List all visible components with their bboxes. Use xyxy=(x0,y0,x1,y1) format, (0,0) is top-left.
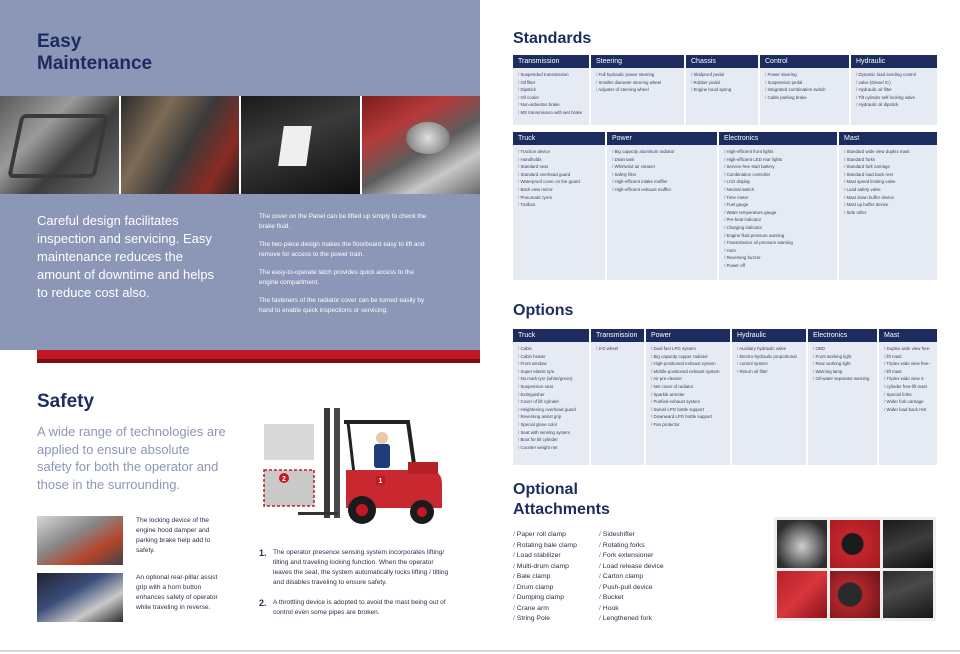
attachments-col xyxy=(513,530,585,625)
seat-photo xyxy=(883,520,933,568)
spec-item: / Waterproof cover on the guard xyxy=(518,178,602,186)
load-block-bottom xyxy=(264,470,314,506)
spec-item: / Rear working light xyxy=(813,360,874,368)
red-divider-stripe xyxy=(37,350,480,359)
spec-item: / Sparkle arrester xyxy=(651,391,727,399)
maintenance-note: The cover on the Panel can be lifted up simply to check the brake fluid. xyxy=(259,213,427,230)
spec-item: / Special forks xyxy=(884,391,934,399)
forklift-illustration xyxy=(258,404,448,529)
load-block-top xyxy=(264,424,314,460)
spec-item: / Mast down buffer device xyxy=(844,194,934,202)
spec-item: / OBD xyxy=(813,345,874,353)
standards-table-row-1 xyxy=(513,55,937,125)
options-col xyxy=(732,329,806,465)
rear-wheel-hub xyxy=(417,507,427,517)
attachment-item: / String Pole xyxy=(513,614,585,625)
col-body xyxy=(686,68,758,125)
optional-attachments-title: Optional Attachments xyxy=(513,481,610,518)
col-body xyxy=(513,145,605,280)
spec-item: / Standard wide view duplex mast xyxy=(844,148,934,156)
spec-item: / Horn xyxy=(724,247,834,255)
spec-item: / Cable parking brake xyxy=(765,94,846,102)
spec-item: / Side roller xyxy=(844,209,934,217)
spec-item: / Integrated combination switch xyxy=(765,86,846,94)
spec-item: / Warning lamp xyxy=(813,368,874,376)
options-table xyxy=(513,329,937,465)
point-number: 1. xyxy=(259,548,267,558)
options-col xyxy=(513,329,589,465)
safety-thumb-note: An optional rear-pillar assist grip with a horn button enhances safety of operator while traveling in reverse. xyxy=(136,574,218,611)
col-body xyxy=(719,145,837,280)
spec-item: / Duplex wide view free- xyxy=(884,345,934,353)
col-body xyxy=(839,145,937,280)
spec-item: / Back view mirror xyxy=(518,186,602,194)
spec-item: / High-positioned exhaust system xyxy=(651,360,727,368)
spec-item: / Suspended transmission xyxy=(518,71,586,79)
point-text: A throttling device is adopted to avoid the mast being out of control even some pipes are broken. xyxy=(273,599,446,616)
col-header: Hydraulic xyxy=(732,329,806,342)
spec-item: / Triplex wide view free- xyxy=(884,360,934,368)
col-header: Truck xyxy=(513,132,605,145)
guard-post xyxy=(348,422,354,474)
col-header: Power xyxy=(646,329,730,342)
point-number: 2. xyxy=(259,598,267,608)
fork xyxy=(298,512,338,515)
standards-col xyxy=(607,132,717,280)
col-header: Mast xyxy=(839,132,937,145)
spec-item: / High-efficient exhaust muffler xyxy=(612,186,714,194)
front-wheel-hub xyxy=(356,504,368,516)
spec-item: / Big capacity aluminum radiator xyxy=(612,148,714,156)
col-body xyxy=(646,342,730,465)
spec-item: / Neutral switch xyxy=(724,186,834,194)
spec-item: / lift mast xyxy=(884,368,934,376)
attachment-item: / Rotating forks xyxy=(599,541,671,552)
attachment-item: / Fork extensioner xyxy=(599,551,671,562)
spec-item: / Suspension pedal xyxy=(765,79,846,87)
safety-subtitle: A wide range of technologies are applied to ensure absolute safety for both the operator and those in the surrounding. xyxy=(37,424,226,492)
col-header: Power xyxy=(607,132,717,145)
maintenance-note: The fasteners of the radiator cover can be turned easily by hand to enable quick inspections or servicing. xyxy=(259,297,425,314)
col-body xyxy=(607,145,717,280)
spec-item: / Standard overhead guard xyxy=(518,171,602,179)
attachment-item: / Lengthened fork xyxy=(599,614,671,625)
spec-item: / Safety filter xyxy=(612,171,714,179)
col-header: Hydraulic xyxy=(851,55,937,68)
attachment-item: / Crane arm xyxy=(513,604,585,615)
counterweight xyxy=(408,462,438,474)
col-header: Transmission xyxy=(591,329,644,342)
attachment-item: / Carton clamp xyxy=(599,572,671,583)
col-body xyxy=(879,342,937,465)
spec-item: / Extinguisher xyxy=(518,391,586,399)
standards-col xyxy=(839,132,937,280)
spec-item: / Swivel LPG bottle support xyxy=(651,406,727,414)
spec-item: / Water temperature gauge xyxy=(724,209,834,217)
engine-compartment-latch-photo xyxy=(241,96,360,194)
spec-item: / Standard fork carriage xyxy=(844,163,934,171)
spec-item: / Electro-hydraulic proportional xyxy=(737,353,803,361)
spec-item: / Toolbox xyxy=(518,201,602,209)
spec-item: / Wider fork carriage xyxy=(884,398,934,406)
spec-item: / High-efficient front lights xyxy=(724,148,834,156)
col-header: Chassis xyxy=(686,55,758,68)
spec-item: / Boot for tilt cylinder xyxy=(518,436,586,444)
spec-item: / Service-free start battery xyxy=(724,163,834,171)
spec-item: / Engine fluid pressure warning xyxy=(724,232,834,240)
spec-item: / Power off xyxy=(724,262,834,270)
attachment-item: / Rotating bale clamp xyxy=(513,541,585,552)
maintenance-notes xyxy=(259,212,429,324)
spec-item: / Downward LPG bottle support xyxy=(651,413,727,421)
spec-item: / Oil cooler xyxy=(518,94,586,102)
standards-col xyxy=(760,55,849,125)
spec-item: / Cabin heater xyxy=(518,353,586,361)
safety-thumb-note: The locking device of the engine hood damper and parking brake help add to safety. xyxy=(136,517,211,554)
col-header: Control xyxy=(760,55,849,68)
spec-item: / Middle-positioned exhaust system xyxy=(651,368,727,376)
maintenance-note: The two-piece design makes the floorboard easy to lift and remove for access to the power train. xyxy=(259,241,425,258)
safety-point xyxy=(259,548,454,588)
attachments-photo-grid xyxy=(774,517,936,621)
spec-item: / Front working light xyxy=(813,353,874,361)
col-header: Truck xyxy=(513,329,589,342)
spec-item: / Purified exhaust system xyxy=(651,398,727,406)
col-body xyxy=(808,342,877,465)
suspension-seat-photo xyxy=(883,571,933,619)
standards-table-row-2 xyxy=(513,132,937,280)
spec-item: / Full hydraulic power steering xyxy=(596,71,681,79)
spec-item: / Air pre-cleaner xyxy=(651,375,727,383)
spec-item: / Load safety valve xyxy=(844,186,934,194)
col-body xyxy=(591,68,684,125)
attachment-item: / Hook xyxy=(599,604,671,615)
col-header: Transmission xyxy=(513,55,589,68)
attachment-item: / Bale clamp xyxy=(513,572,585,583)
spec-item: / Power steering xyxy=(765,71,846,79)
col-header: Steering xyxy=(591,55,684,68)
mirror-photo xyxy=(777,520,827,568)
spec-item: / Front window xyxy=(518,360,586,368)
spec-item: / cylinder free-lift mast xyxy=(884,383,934,391)
spec-item: / Dynamic load sending control xyxy=(856,71,934,79)
spec-item: / LCD display xyxy=(724,178,834,186)
standards-col xyxy=(513,55,589,125)
attachments-col xyxy=(599,530,671,625)
spec-item: / Heightening overhead guard xyxy=(518,406,586,414)
spec-item: / Time meter xyxy=(724,194,834,202)
spec-item: / Pre-heat indicator xyxy=(724,216,834,224)
col-header: Mast xyxy=(879,329,937,342)
options-col xyxy=(879,329,937,465)
spec-item: / lift mast xyxy=(884,353,934,361)
attachments-list xyxy=(513,530,671,625)
spec-item: / Tilt cylinder self-locking valve xyxy=(856,94,934,102)
spec-item: / Cover of lift cylinder xyxy=(518,398,586,406)
attachment-item: / Drum clamp xyxy=(513,583,585,594)
spec-item: / High-efficient LED rear lights xyxy=(724,156,834,164)
spec-item: / Hydraulic oil dipstick xyxy=(856,101,934,109)
maintenance-note: The easy-to-operate latch provides quick access to the engine compartment. xyxy=(259,269,414,286)
spec-item: / Cabin xyxy=(518,345,586,353)
standards-title: Standards xyxy=(513,30,592,47)
attachment-item: / Load release device xyxy=(599,562,671,573)
col-body xyxy=(591,342,644,465)
spec-item: / High-efficient intake muffler xyxy=(612,178,714,186)
spec-item: / Transmission oil pressure warning xyxy=(724,239,834,247)
cover-photo xyxy=(777,571,827,619)
options-col xyxy=(646,329,730,465)
standards-col xyxy=(513,132,605,280)
operator-body xyxy=(374,444,390,468)
attachment-item: / Multi-drum clamp xyxy=(513,562,585,573)
col-body xyxy=(732,342,806,465)
spec-item: / Special glove color xyxy=(518,421,586,429)
spec-item: / control system xyxy=(737,360,803,368)
spec-item: / Adjuster of steering wheel xyxy=(596,86,681,94)
spec-item: / Combination controller xyxy=(724,171,834,179)
operator-head xyxy=(376,432,388,444)
spec-item: / Oil filter xyxy=(518,79,586,87)
spec-item: / Big capacity copper radiator xyxy=(651,353,727,361)
options-title: Options xyxy=(513,302,574,319)
col-body xyxy=(513,342,589,465)
spec-item: / Mast speed limiting valve xyxy=(844,178,934,186)
spec-item: / Hydraulic oil filter xyxy=(856,86,934,94)
spec-item: / Wider load back rest xyxy=(884,406,934,414)
spec-item: / Dual fuel LPG system xyxy=(651,345,727,353)
spec-item: / Seat with sensing system xyxy=(518,429,586,437)
forklift-label-1: 1 xyxy=(378,478,383,485)
spec-item: / Standard seat xyxy=(518,163,602,171)
engine-hood-damper-photo xyxy=(37,516,123,565)
col-header: Electronics xyxy=(719,132,837,145)
attachment-item: / Dumping clamp xyxy=(513,593,585,604)
safety-title: Safety xyxy=(37,391,95,412)
spec-item: / Skidproof pedal xyxy=(691,71,755,79)
attachment-item: / Paper roll clamp xyxy=(513,530,585,541)
spec-item: / Fuel gauge xyxy=(724,201,834,209)
spec-item: / Drain tank xyxy=(612,156,714,164)
safety-point xyxy=(259,598,454,618)
attachment-item: / Sideshifter xyxy=(599,530,671,541)
spec-item: / Non-asbestos brake xyxy=(518,101,586,109)
spec-item: / Reversing buzzer xyxy=(724,254,834,262)
dark-red-divider-stripe xyxy=(37,359,480,363)
spec-item: / Suspension seat xyxy=(518,383,586,391)
spec-item: / Rubber pedal xyxy=(691,79,755,87)
spec-item: / Standard load back rest xyxy=(844,171,934,179)
spec-item: / Standard forks xyxy=(844,156,934,164)
options-col xyxy=(591,329,644,465)
radiator-cover-photo xyxy=(362,96,481,194)
spec-item: / No mark tyre (white/green) xyxy=(518,375,586,383)
lamp-photo xyxy=(830,571,880,619)
spec-item: / valve (Diesel IC) xyxy=(856,79,934,87)
spec-item: / Whirlwind air cleaner xyxy=(612,163,714,171)
attachment-item: / Push-pull device xyxy=(599,583,671,594)
spec-item: / 2-D wheel xyxy=(596,345,641,353)
rear-pillar-grip-photo xyxy=(37,573,123,622)
spec-item: / Auxiliary hydraulic valve xyxy=(737,345,803,353)
spec-item: / Mast up buffer device xyxy=(844,201,934,209)
point-text: The operator presence sensing system incorporates lifting/ tilting and traveling locking function. When the operator leaves the seat, the system automatically locks lifting / tilting and disables traveling to ensure safety. xyxy=(273,549,449,586)
spec-item: / Counter weight net xyxy=(518,444,586,452)
spec-item: / Super elastic tyre xyxy=(518,368,586,376)
standards-col xyxy=(591,55,684,125)
col-body xyxy=(851,68,937,125)
attachment-item: / Load stabilizer xyxy=(513,551,585,562)
spec-item: / Smaller diameter steering wheel xyxy=(596,79,681,87)
easy-maintenance-title: Easy Maintenance xyxy=(37,31,153,74)
spec-item: / Fan protector xyxy=(651,421,727,429)
spec-item: / Charging indicator xyxy=(724,224,834,232)
col-body xyxy=(513,68,589,125)
maintenance-photo-strip xyxy=(0,96,480,194)
attachment-item: / Bucket xyxy=(599,593,671,604)
spec-item: / Engine hood spring xyxy=(691,86,755,94)
spec-item: / Return oil filter xyxy=(737,368,803,376)
spec-item: / Oil-water separator warning xyxy=(813,375,874,383)
spec-item: / Pneumatic tyres xyxy=(518,194,602,202)
spec-item: / MS transmission with wet brake xyxy=(518,109,586,117)
power-train-photo xyxy=(121,96,240,194)
bottom-rule xyxy=(0,650,960,652)
standards-col xyxy=(719,132,837,280)
spec-item: / Traction device xyxy=(518,148,602,156)
spec-item: / Reversing assist grip xyxy=(518,413,586,421)
mast xyxy=(324,408,330,518)
spec-item: / Net cover of radiator xyxy=(651,383,727,391)
col-header: Electronics xyxy=(808,329,877,342)
spec-item: / Handholds xyxy=(518,156,602,164)
standards-col xyxy=(851,55,937,125)
spec-item: / Dipstick xyxy=(518,86,586,94)
standards-col xyxy=(686,55,758,125)
spec-item: / Triplex wide view 4- xyxy=(884,375,934,383)
options-col xyxy=(808,329,877,465)
light-photo xyxy=(830,520,880,568)
mast-rail xyxy=(334,408,340,518)
brake-fluid-cover-photo xyxy=(0,96,119,194)
maintenance-intro: Careful design facilitates inspection and servicing. Easy maintenance reduces the amount of downtime and helps to reduce cost also. xyxy=(37,213,215,300)
col-body xyxy=(760,68,849,125)
forklift-label-2: 2 xyxy=(282,476,286,483)
